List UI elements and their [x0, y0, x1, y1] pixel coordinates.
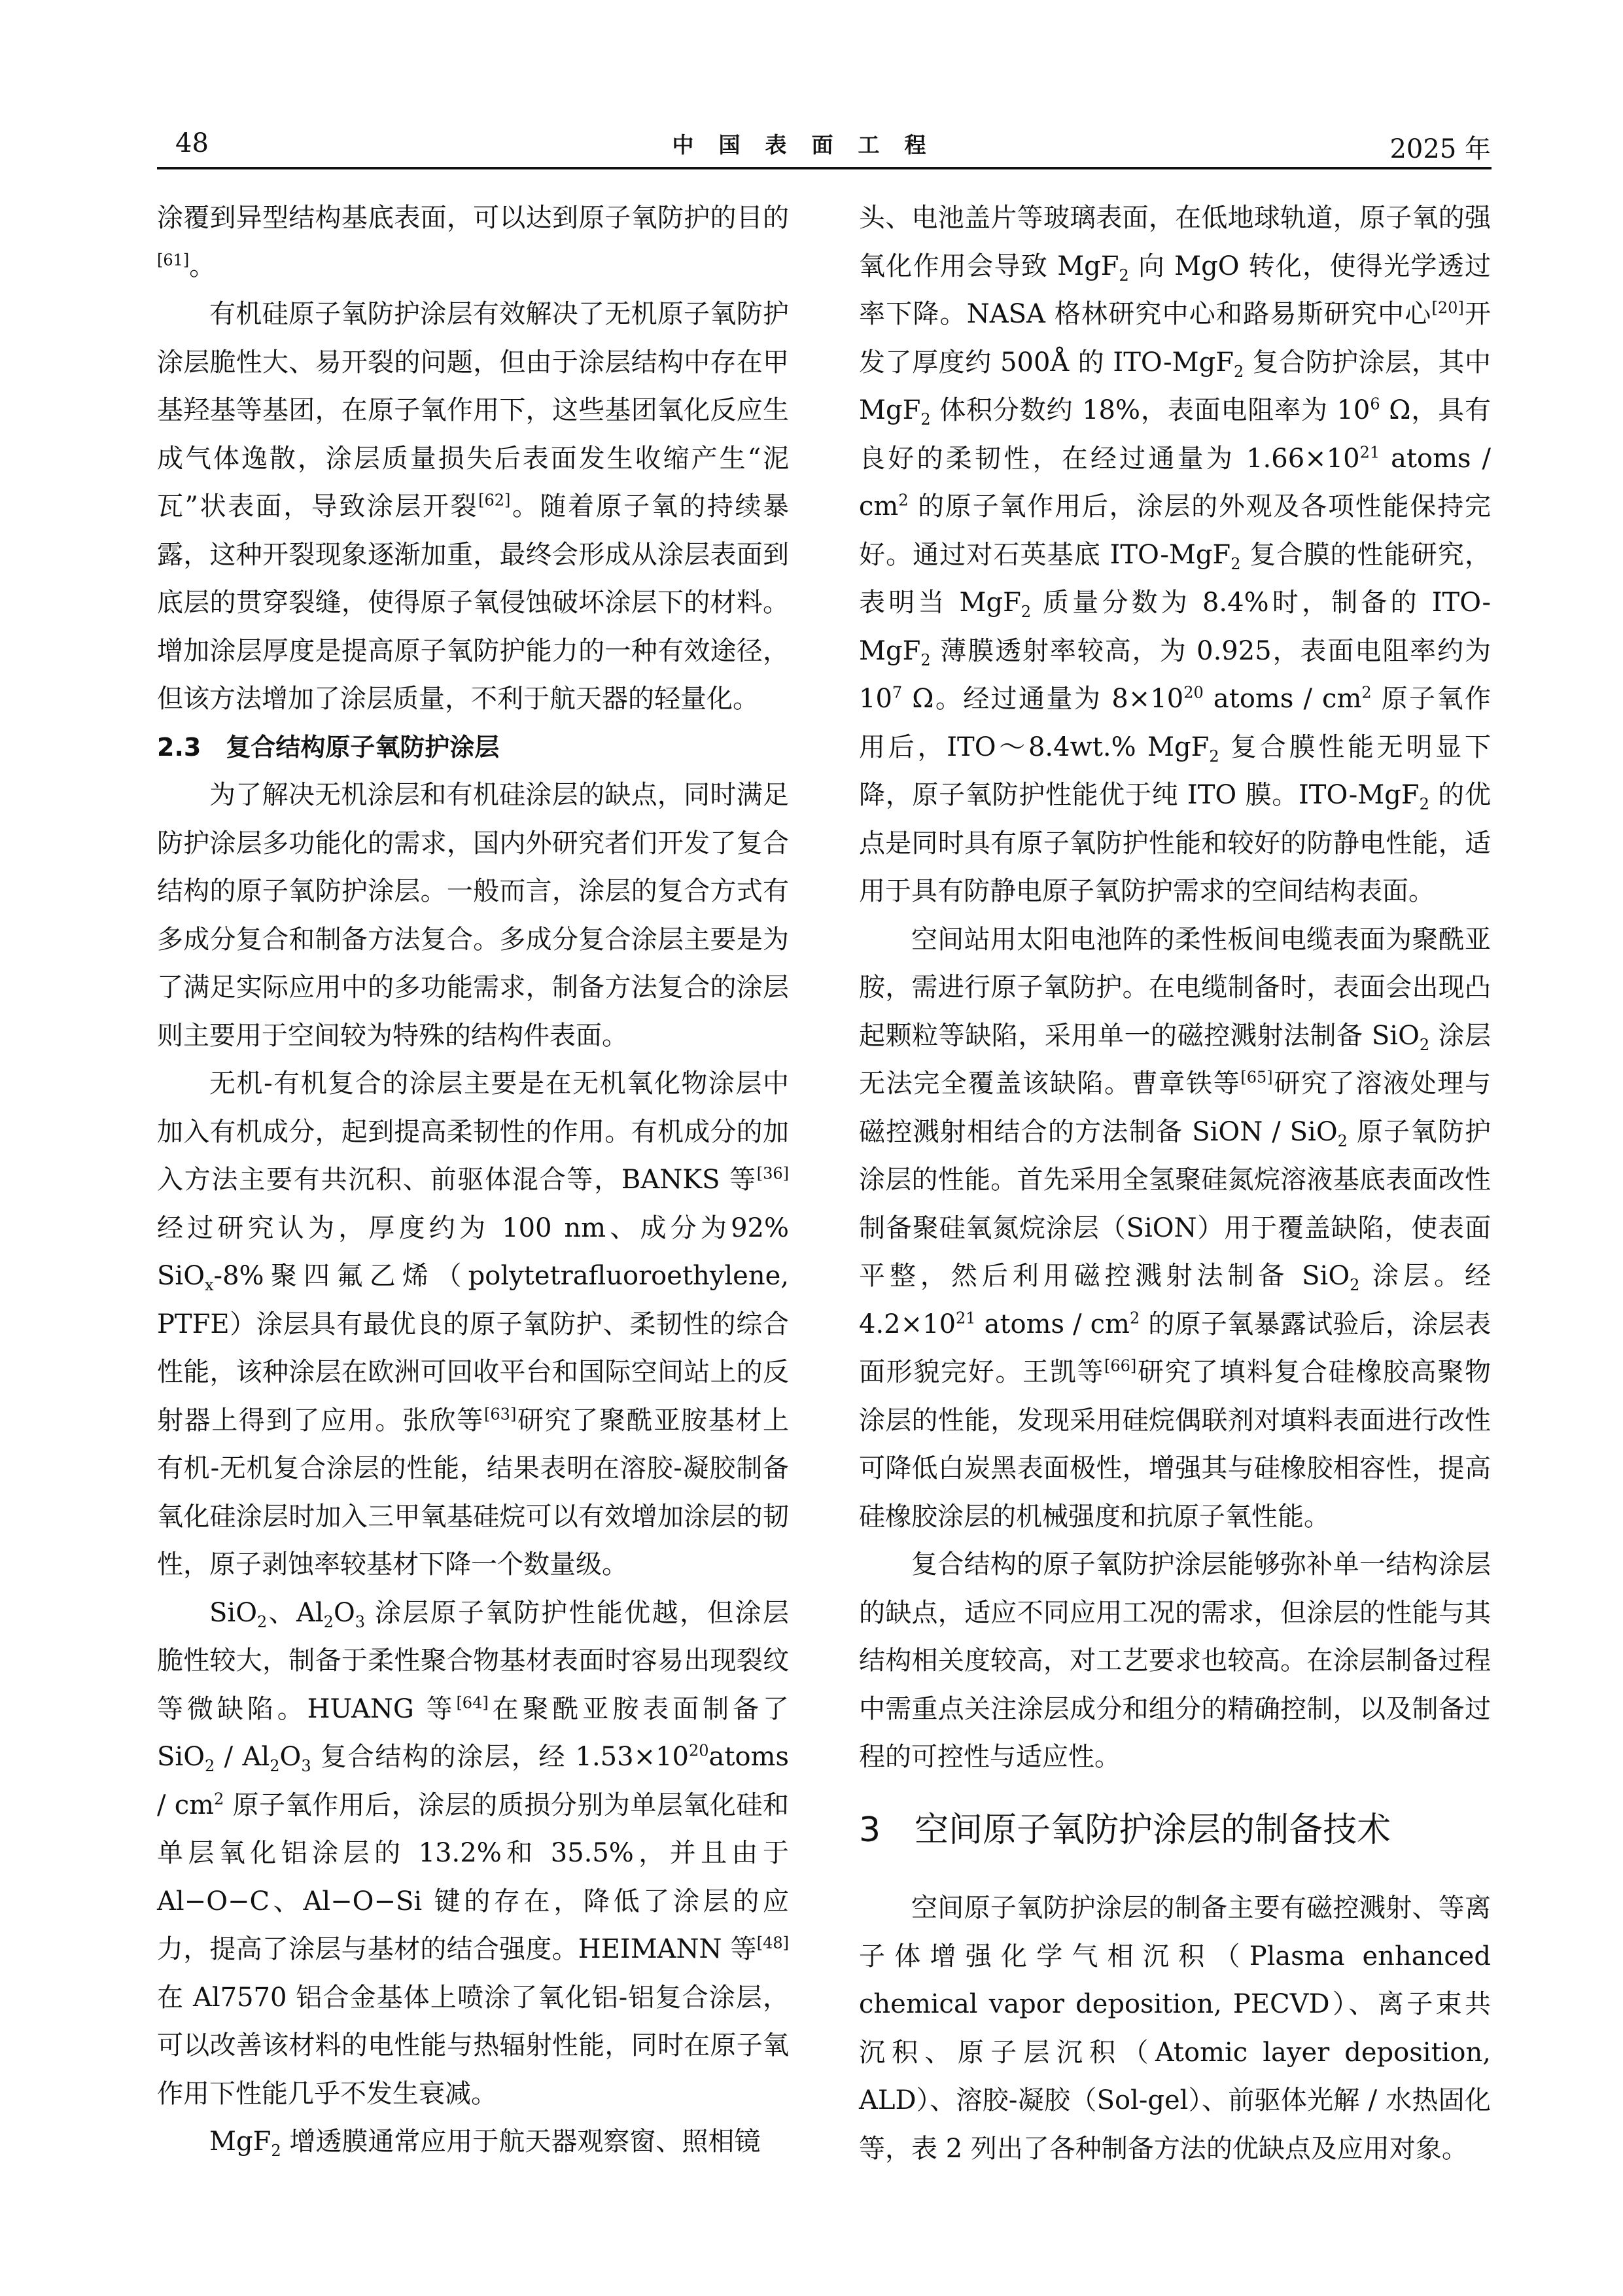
left-column — [157, 194, 789, 2166]
paragraph: 涂覆到异型结构基底表面，可以达到原子氧防护的目的[61]。 — [157, 203, 789, 281]
journal-title: 中国表面工程 — [672, 132, 951, 158]
paragraph: 空间站用太阳电池阵的柔性板间电缆表面为聚酰亚胺，需进行原子氧防护。在电缆制备时，表面会出现凸起颗粒等缺陷，采用单一的磁控溅射法制备 SiO$_2$ 涂层无法完全覆盖该缺陷。曹章铁等[65]研究了溶液处理与磁控溅射相结合的方法制备 SiON / SiO$_2$ 原子氧防护涂层的性能。首先采用全氢聚硅氮烷溶液基底表面改性制备聚硅氧氮烷涂层（SiON）用于覆盖缺陷，使表面平整，然后利用磁控溅射法制备 SiO$_2$ 涂层。经 $4.2\times 10^{21}$ atoms / $cm^2$ 的原子氧暴露试验后，涂层表面形貌完好。王凯等[66]研究了填料复合硅橡胶高聚物涂层的性能，发现采用硅烷偶联剂对填料表面进行改性可降低白炭黑表面极性，增强其与硅橡胶相容性，提高硅橡胶涂层的机械强度和抗原子氧性能。 — [859, 924, 1492, 1532]
paragraph: 复合结构的原子氧防护涂层能够弥补单一结构涂层的缺点，适应不同应用工况的需求，但涂层的性能与其结构相关度较高，对工艺要求也较高。在涂层制备过程中需重点关注涂层成分和组分的精确控制，以及制备过程的可控性与适应性。 — [859, 1549, 1491, 1772]
paragraph: 头、电池盖片等玻璃表面，在低地球轨道，原子氧的强氧化作用会导致 MgF$_2$ 向 MgO 转化，使得光学透过率下降。NASA 格林研究中心和路易斯研究中心[20]开发了厚度约 500Å 的 ITO-MgF$_2$ 复合防护涂层，其中 MgF$_2$ 体积分数约 18%，表面电阻率为 $10^6$ Ω，具有良好的柔韧性，在经过通量为 $1.66\times 10^{21}$ atoms / $cm^2$ 的原子氧作用后，涂层的外观及各项性能保持完好。通过对石英基底 ITO-MgF$_2$ 复合膜的性能研究，表明当 MgF$_2$ 质量分数为 8.4%时，制备的 ITO-MgF$_2$ 薄膜透射率较高，为 0.925，表面电阻率约为 $10^7$ Ω。经过通量为 $8\times 10^{20}$ atoms / $cm^2$ 原子氧作用后，ITO～8.4wt.% MgF$_2$ 复合膜性能无明显下降，原子氧防护性能优于纯 ITO 膜。ITO-MgF$_2$ 的优点是同时具有原子氧防护性能和较好的防静电性能，适用于具有防静电原子氧防护需求的空间结构表面。 — [859, 203, 1492, 906]
paragraph: MgF$_2$ 增透膜通常应用于航天器观察窗、照相镜 — [209, 2127, 761, 2160]
paragraph: 无机-有机复合的涂层主要是在无机氧化物涂层中加入有机成分，起到提高柔韧性的作用。有机成分的加入方法主要有共沉积、前驱体混合等，BANKS 等[36]经过研究认为，厚度约为 100 nm、成分为92% SiO$_x$-8%聚四氟乙烯（polytetrafluoroethylene, PTFE）涂层具有最优良的原子氧防护、柔韧性的综合性能，该种涂层在欧洲可回收平台和国际空间站上的反射器上得到了应用。张欣等[63]研究了聚酰亚胺基材上有机-无机复合涂层的性能，结果表明在溶胶-凝胶制备氧化硅涂层时加入三甲氧基硅烷可以有效增加涂层的韧性，原子剥蚀率较基材下降一个数量级。 — [157, 1069, 790, 1580]
publication-year: 2025 年 — [1389, 134, 1491, 164]
header-rule — [157, 167, 1492, 169]
paragraph: 空间原子氧防护涂层的制备主要有磁控溅射、等离子体增强化学气相沉积（Plasma enhanced chemical vapor deposition, PECVD）、离子束共沉积、原子层沉积（Atomic layer deposition, ALD）、溶胶-凝胶（Sol-gel）、前驱体光解 / 水热固化等，表 2 列出了各种制备方法的优缺点及应用对象。 — [859, 1893, 1491, 2164]
paragraph: 有机硅原子氧防护涂层有效解决了无机原子氧防护涂层脆性大、易开裂的问题，但由于涂层结构中存在甲基羟基等基团，在原子氧作用下，这些基团氧化反应生成气体逸散，涂层质量损失后表面发生收缩产生“泥瓦”状表面，导致涂层开裂[62]。随着原子氧的持续暴露，这种开裂现象逐渐加重，最终会形成从涂层表面到底层的贯穿裂缝，使得原子氧侵蚀破坏涂层下的材料。增加涂层厚度是提高原子氧防护能力的一种有效途径，但该方法增加了涂层质量，不利于航天器的轻量化。 — [157, 299, 790, 714]
section-heading: 2.3 复合结构原子氧防护涂层 — [157, 732, 500, 762]
paragraph: SiO$_2$、$Al_2O_3$ 涂层原子氧防护性能优越，但涂层脆性较大，制备于柔性聚合物基材表面时容易出现裂纹等微缺陷。HUANG 等[64]在聚酰亚胺表面制备了 $SiO_2 / Al_2O_3$ 复合结构的涂层，经 $1.53\times 10^{20}atoms / cm^2$ 原子氧作用后，涂层的质损分别为单层氧化硅和单层氧化铝涂层的 13.2%和 35.5%，并且由于 Al−O−C、Al−O−Si 键的存在，降低了涂层的应力，提高了涂层与基材的结合强度。HEIMANN 等[48]在 Al7570 铝合金基体上喷涂了氧化铝-铝复合涂层，可以改善该材料的电性能与热辐射性能，同时在原子氧作用下性能几乎不发生衰减。 — [157, 1597, 790, 2109]
chapter-heading: 3 空间原子氧防护涂层的制备技术 — [859, 1810, 1391, 1850]
page-number: 48 — [175, 128, 209, 158]
paragraph: 为了解决无机涂层和有机硅涂层的缺点，同时满足防护涂层多功能化的需求，国内外研究者们开发了复合结构的原子氧防护涂层。一般而言，涂层的复合方式有多成分复合和制备方法复合。多成分复合涂层主要是为了满足实际应用中的多功能需求，制备方法复合的涂层则主要用于空间较为特殊的结构件表面。 — [157, 780, 789, 1051]
right-column — [859, 194, 1491, 2173]
